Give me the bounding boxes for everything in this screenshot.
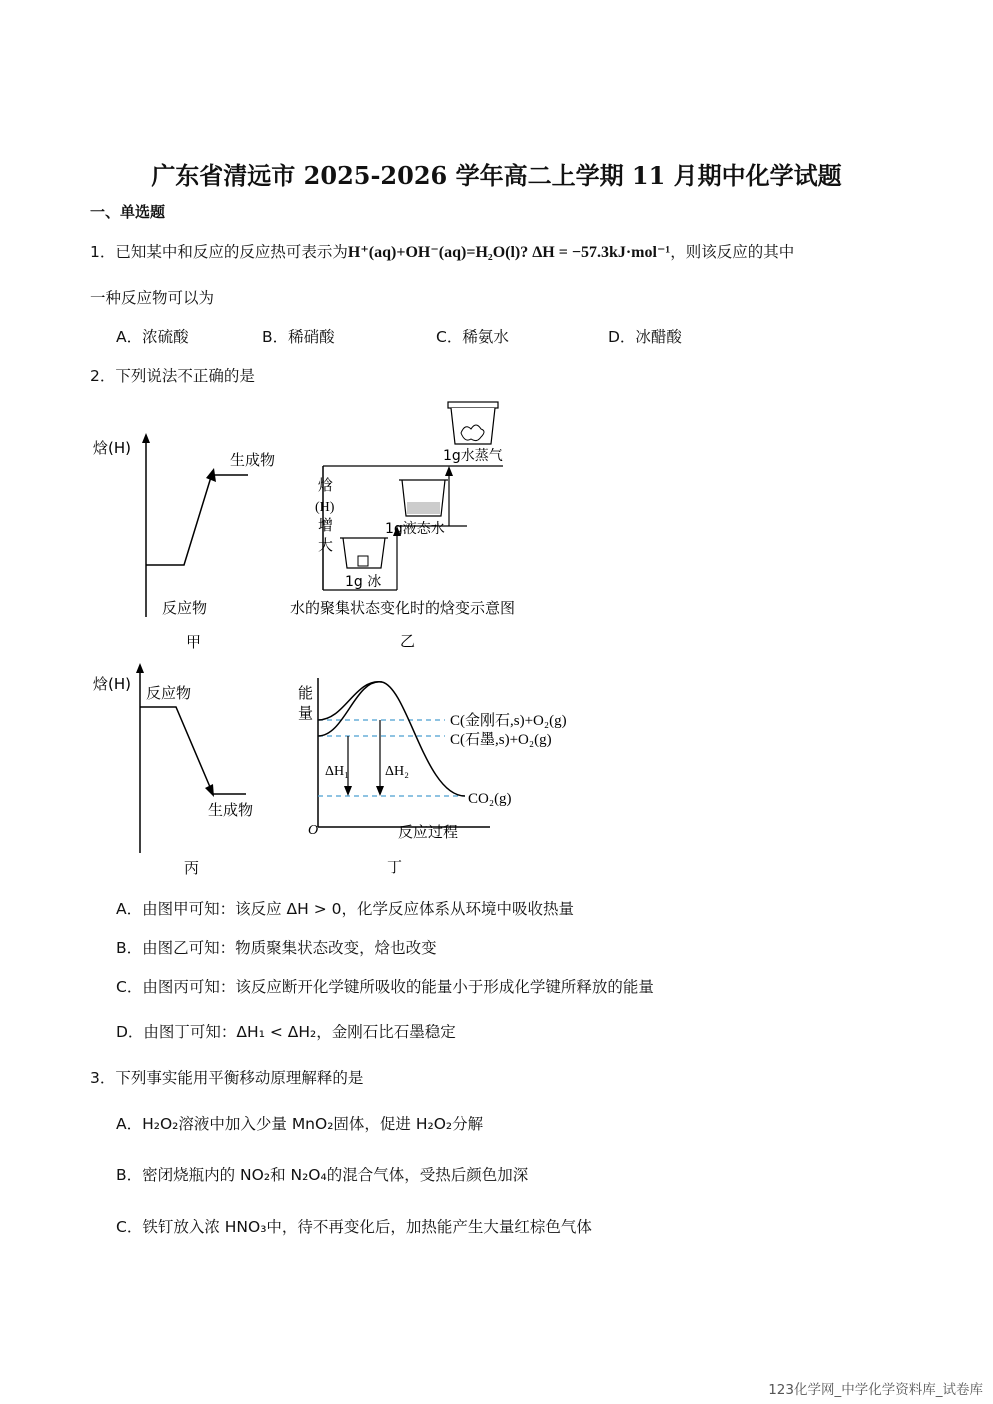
jia-ylabel: 焓(H) [93,439,131,457]
q3-option-b[interactable]: B．密闭烧瓶内的 NO₂和 N₂O₄的混合气体，受热后颜色加深 [116,1166,529,1184]
q1-option-b[interactable]: B．稀硝酸 [262,328,335,346]
yi-label-4: 大 [318,536,334,554]
q1-suffix: ，则该反应的其中 [670,243,795,261]
yi-label-1: 焓 [318,476,334,494]
ding-diamond-label: C(金刚石,s)+O₂(g) [450,713,567,729]
ding-xlabel: 反应过程 [398,823,459,841]
q1-stem-line2: 一种反应物可以为 [90,289,215,307]
ding-ylabel-1: 能 [298,684,314,702]
ding-dh2-label: ΔH₂ [385,764,409,779]
q1-formula: H⁺(aq)+OH⁻(aq)=H₂O(l)? ΔH = −57.3kJ·mol⁻¹ [347,244,671,261]
q2-option-c[interactable]: C．由图丙可知：该反应断开化学键所吸收的能量小于形成化学键所释放的能量 [116,978,654,996]
bing-product-label: 生成物 [208,801,254,819]
page-title: 广东省清远市 2025-2026 学年高二上学期 11 月期中化学试题 [151,161,842,190]
yi-caption: 乙 [400,632,416,650]
q2-option-a[interactable]: A．由图甲可知：该反应 ΔH > 0，化学反应体系从环境中吸收热量 [116,900,574,918]
yi-ice-label: 1g 冰 [345,574,382,590]
bing-caption: 丙 [184,859,200,877]
jia-caption: 甲 [186,633,202,651]
q1-option-a[interactable]: A．浓硫酸 [116,328,189,346]
q2-option-b[interactable]: B．由图乙可知：物质聚集状态改变，焓也改变 [116,939,437,957]
q1-option-c[interactable]: C．稀氨水 [436,328,509,346]
ding-ylabel-2: 量 [298,704,314,722]
q1-stem [90,240,794,262]
yi-label-2: (H) [315,500,335,515]
q1-prefix: 1．已知某中和反应的反应热可表示为 [90,243,348,261]
section-heading: 一、单选题 [90,203,166,221]
q3-stem: 3．下列事实能用平衡移动原理解释的是 [90,1069,364,1087]
q2-option-d[interactable]: D．由图丁可知：ΔH₁ < ΔH₂，金刚石比石墨稳定 [116,1023,456,1041]
figure-ding [290,670,590,880]
ding-co2-label: CO₂(g) [468,791,512,807]
jia-product-label: 生成物 [230,451,276,469]
yi-steam-label: 1g水蒸气 [443,448,503,464]
q3-option-a[interactable]: A．H₂O₂溶液中加入少量 MnO₂固体，促进 H₂O₂分解 [116,1115,484,1133]
ding-caption: 丁 [387,858,403,876]
yi-liquid-label: 1g液态水 [385,521,445,537]
yi-description: 水的聚集状态变化时的焓变示意图 [290,599,516,617]
figure-jia [88,425,288,655]
q1-option-d[interactable]: D．冰醋酸 [608,328,682,346]
figure-yi [285,398,555,653]
q2-stem: 2．下列说法不正确的是 [90,367,255,385]
footer-watermark: 123化学网_中学化学资料库_试卷库 [768,1382,983,1398]
yi-label-3: 增 [318,516,334,534]
bing-reactant-label: 反应物 [146,684,192,702]
jia-reactant-label: 反应物 [162,599,208,617]
q3-option-c[interactable]: C．铁钉放入浓 HNO₃中，待不再变化后，加热能产生大量红棕色气体 [116,1218,592,1236]
ding-graphite-label: C(石墨,s)+O₂(g) [450,732,552,748]
figure-bing [88,655,288,880]
ding-dh1-label: ΔH₁ [325,764,349,779]
bing-ylabel: 焓(H) [93,675,131,693]
ding-origin-label: O [308,823,319,838]
